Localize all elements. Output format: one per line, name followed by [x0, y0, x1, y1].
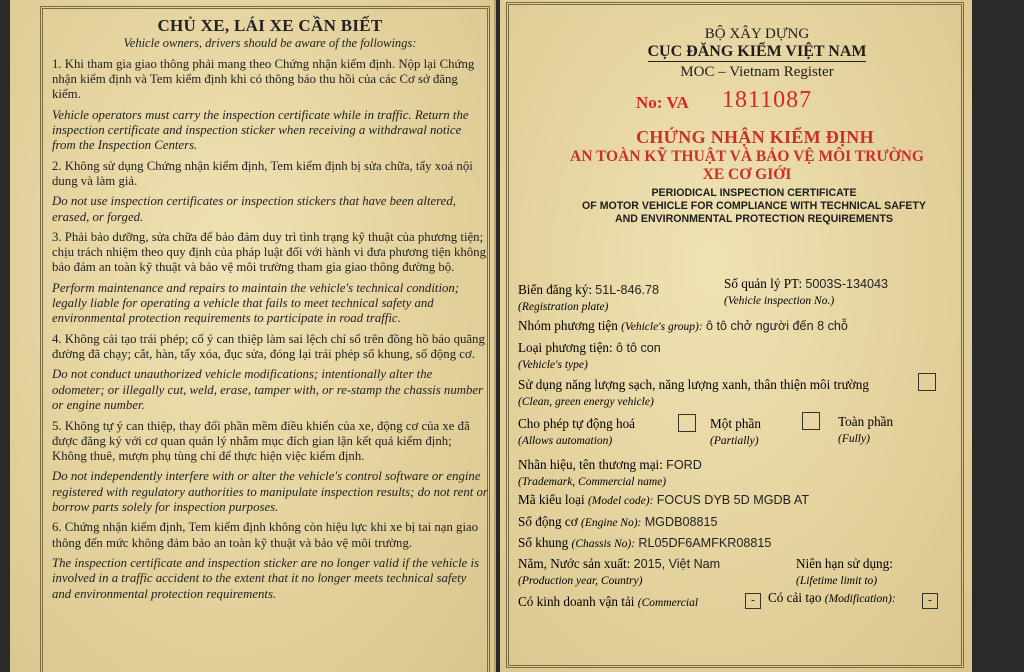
- certificate-title-en-3: AND ENVIRONMENTAL PROTECTION REQUIREMENTS: [615, 213, 893, 225]
- full-label-en: (Fully): [838, 433, 870, 445]
- commercial-field: [518, 594, 698, 610]
- certificate-title-line2: AN TOÀN KỸ THUẬT VÀ BẢO VỆ MÔI TRƯỜNG: [570, 148, 924, 165]
- group-value: ô tô chở người đến 8 chỗ: [706, 319, 848, 333]
- type-label-en: (Vehicle's type): [518, 359, 588, 371]
- model-label-en: (Model code):: [587, 495, 654, 507]
- chassis-label: Số khung: [518, 535, 569, 550]
- ministry-name: BỘ XÂY DỰNG: [704, 26, 810, 42]
- lifetime-field: [796, 556, 893, 588]
- certificate-title-en-2: OF MOTOR VEHICLE FOR COMPLIANCE WITH TECHNICAL SAFETY: [582, 200, 926, 212]
- mgmt-no-field: [724, 276, 888, 308]
- model-field: [518, 492, 809, 508]
- type-label: Loại phương tiện:: [518, 340, 613, 355]
- type-value: ô tô con: [616, 341, 661, 355]
- left-page: [10, 0, 496, 672]
- partial-label: Một phần: [710, 416, 761, 431]
- serial-value: 1811087: [722, 87, 813, 113]
- mgmt-no-value: 5003S-134043: [805, 277, 889, 291]
- certificate-title-en-1: PERIODICAL INSPECTION CERTIFICATE: [651, 187, 857, 199]
- engine-label: Số động cơ: [518, 514, 578, 529]
- lifetime-label: Niên hạn sử dụng:: [796, 556, 893, 571]
- certificate-title-line3: XE CƠ GIỚI: [702, 166, 792, 183]
- model-value: FOCUS DYB 5D MGDB AT: [656, 493, 810, 507]
- automation-label: Cho phép tự động hoá: [518, 416, 636, 431]
- clean-energy-label: Sử dụng năng lượng sạch, năng lượng xanh, thân thiện môi trường: [518, 377, 869, 392]
- serial-label: No: VA: [636, 93, 689, 112]
- notice-subtitle: Vehicle owners, drivers should be aware of the followings:: [123, 36, 417, 50]
- group-label-en: (Vehicle's group):: [621, 321, 703, 333]
- brand-label: Nhãn hiệu, tên thương mại:: [518, 457, 663, 472]
- certificate-title: CHỨNG NHẬN KIỂM ĐỊNH: [636, 127, 874, 147]
- brand-value: FORD: [666, 458, 702, 472]
- partial-checkbox[interactable]: [802, 412, 820, 430]
- plate-label-en: (Registration plate): [518, 301, 609, 313]
- clean-energy-checkbox[interactable]: [918, 373, 936, 391]
- year-country-label-en: (Production year, Country): [518, 575, 643, 587]
- lifetime-label-en: (Lifetime limit to): [796, 575, 878, 587]
- notice-item-2-en: Do not use inspection certificates or inspection stickers that have been altered, erased, or forged.: [52, 194, 456, 224]
- notice-item-5-en: Do not independently interfere with or alter the vehicle's control software or engine registered with regulatory authorities to manipulate inspection results; do not rent or borrow parts solely for inspection purposes.: [52, 469, 488, 514]
- notice-item-5-vi: 5. Không tự ý can thiệp, thay đổi phần mềm điều khiển của xe, động cơ của xe đã được đăng ký với cơ quan quản lý nhằm mục đích gian lận kết quả kiểm định; Không thuê, mượn phụ tùng chỉ để thực hiện việc kiểm định.: [52, 418, 470, 463]
- modification-field: [768, 590, 896, 606]
- notice-item-4-en: Do not conduct unauthorized vehicle modifications; intentionally alter the odometer; or illegally cut, weld, erase, tamper with, or re-stamp the chassis number or engine number.: [52, 367, 484, 413]
- group-field: [518, 318, 848, 334]
- chassis-field: [518, 535, 771, 551]
- chassis-value: RL05DF6AMFKR08815: [638, 536, 772, 550]
- engine-label-en: (Engine No):: [581, 517, 642, 529]
- year-country-label: Năm, Nước sản xuất:: [518, 556, 631, 571]
- brand-label-en: (Trademark, Commercial name): [518, 476, 667, 488]
- chassis-label-en: (Chassis No):: [571, 538, 636, 550]
- agency-name-en: MOC – Vietnam Register: [680, 64, 834, 80]
- notice-item-4-vi: 4. Không cải tạo trái phép; cố ý can thiệp làm sai lệch chỉ số trên đồng hồ báo quãng đường đã chạy; cắt, hàn, tẩy xóa, đục sửa, đóng lại trái phép số khung, số động cơ.: [52, 331, 485, 362]
- plate-value: 51L-846.78: [595, 283, 660, 297]
- agency-name: [554, 43, 960, 61]
- clean-energy-label-en: (Clean, green energy vehicle): [518, 396, 654, 408]
- notice-item-1-en: Vehicle operators must carry the inspection certificate while in traffic. Return the inspection certificate and inspection sticker when receiving a withdrawal notice from the Inspection Centers.: [52, 107, 469, 153]
- engine-value: MGDB08815: [644, 515, 718, 529]
- notice-item-3-vi: 3. Phải bảo dưỡng, sửa chữa để bảo đảm duy trì tình trạng kỹ thuật của phương tiện; chịu trách nhiệm theo quy định của pháp luật đối với hành vi đưa phương tiện không bảo đảm an toàn kỹ thuật và bảo vệ môi trường tham gia giao thông đường bộ.: [52, 230, 486, 275]
- model-label: Mã kiểu loại: [518, 492, 585, 507]
- notice-item-6-en: The inspection certificate and inspection sticker are no longer valid if the vehicle is involved in a traffic accident to the extent that it no longer meets technical safety and environmental protection requirements.: [52, 555, 480, 601]
- commercial-checkbox[interactable]: -: [745, 593, 761, 609]
- automation-label-en: (Allows automation): [518, 435, 613, 447]
- full-field: [838, 414, 893, 446]
- commercial-label-en: (Commercial: [637, 597, 699, 609]
- year-country-field: [518, 556, 720, 588]
- full-label: Toàn phần: [838, 414, 894, 429]
- automation-checkbox[interactable]: [678, 414, 696, 432]
- plate-label: Biển đăng ký:: [518, 282, 592, 297]
- notice-item-3-en: Perform maintenance and repairs to maintain the vehicle's technical condition; legally liable for operating a vehicle that fails to meet technical safety and environmental protection requirements to participate in road traffic.: [52, 280, 460, 326]
- commercial-label: Có kinh doanh vận tải: [518, 594, 635, 609]
- engine-field: [518, 514, 718, 530]
- brand-field: [518, 457, 702, 489]
- modification-label: Có cải tạo: [768, 590, 822, 605]
- partial-field: [710, 416, 761, 448]
- notice-item-2-vi: 2. Không sử dụng Chứng nhận kiểm định, Tem kiểm định bị sửa chữa, tẩy xoá nội dung và làm giả.: [52, 158, 473, 189]
- modification-label-en: (Modification):: [824, 593, 896, 605]
- mgmt-no-label: Số quản lý PT:: [724, 276, 803, 291]
- certificate: [514, 26, 960, 226]
- type-field: [518, 340, 661, 372]
- clean-energy-field: [518, 377, 869, 409]
- serial-number: [514, 87, 960, 117]
- plate-field: [518, 282, 659, 314]
- mgmt-no-label-en: (Vehicle inspection No.): [724, 295, 835, 307]
- modification-checkbox[interactable]: -: [922, 593, 938, 609]
- automation-field: [518, 416, 635, 448]
- right-page: [500, 0, 972, 672]
- year-country-value: 2015, Việt Nam: [633, 557, 721, 571]
- partial-label-en: (Partially): [710, 435, 759, 447]
- group-label: Nhóm phương tiện: [518, 318, 618, 333]
- certificate-title-en: [548, 187, 960, 226]
- notice-item-1-vi: 1. Khi tham gia giao thông phải mang theo Chứng nhận kiểm định. Nộp lại Chứng nhận kiểm định và Tem kiểm định khi có thông báo thu hồi của các Cơ sở đăng kiểm.: [52, 57, 475, 102]
- notice-title: CHỦ XE, LÁI XE CẦN BIẾT: [157, 16, 383, 35]
- notice-item-6-vi: 6. Chứng nhận kiểm định, Tem kiểm định không còn hiệu lực khi xe bị tai nạn giao thông đến mức không đảm bảo an toàn kỹ thuật và bảo vệ môi trường.: [52, 520, 479, 550]
- agency-name-text: CỤC ĐĂNG KIỂM VIỆT NAM: [647, 43, 867, 60]
- driver-notice: [52, 16, 488, 607]
